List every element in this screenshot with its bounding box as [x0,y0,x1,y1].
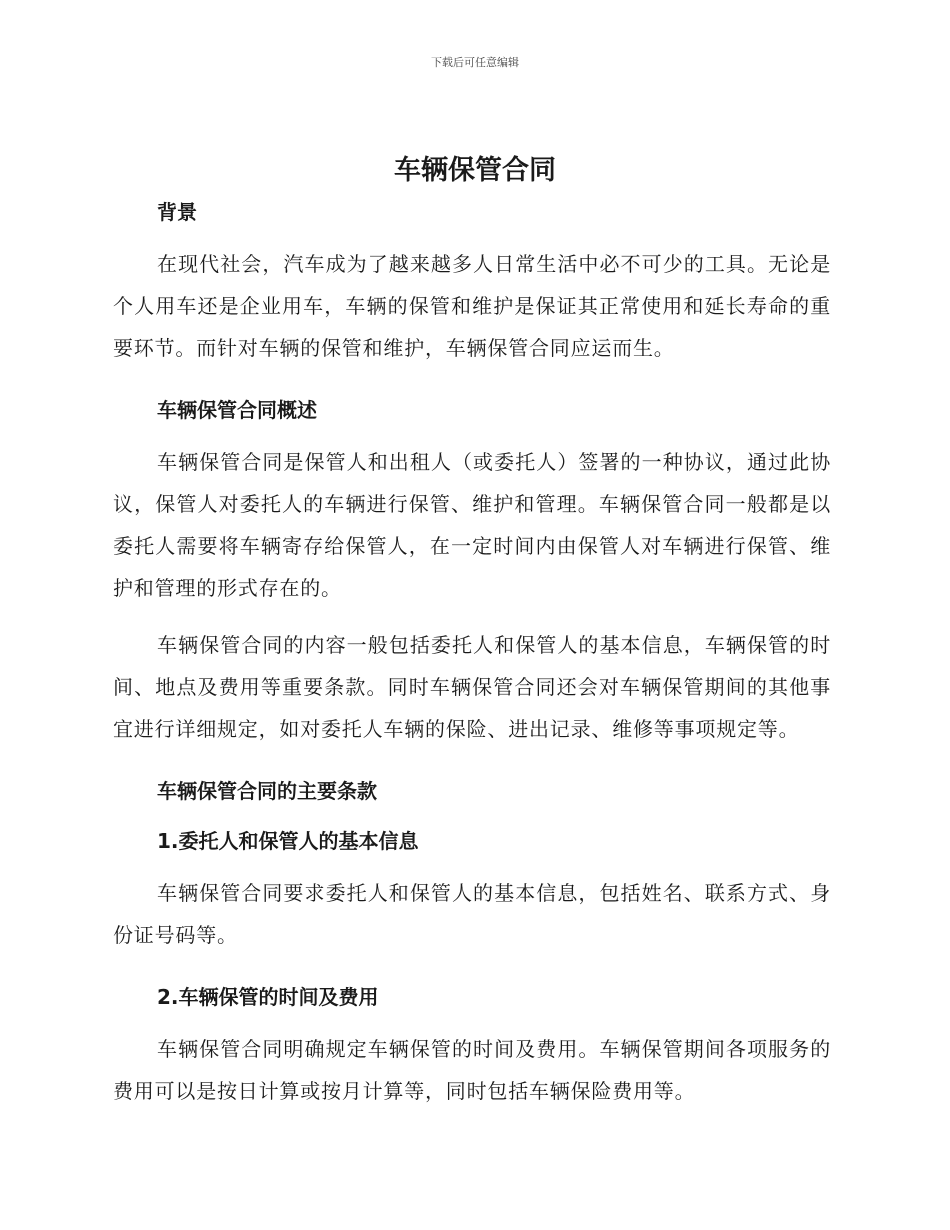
clause-heading-basic-info: 1.委托人和保管人的基本信息 [157,829,419,853]
header-note: 下载后可任意编辑 [431,56,519,69]
paragraph-time-fees: 车辆保管合同明确规定车辆保管的时间及费用。车辆保管期间各项服务的费用可以是按日计算或按月计算等，同时包括车辆保险费用等。 [113,1037,831,1103]
paragraph-overview-2: 车辆保管合同的内容一般包括委托人和保管人的基本信息，车辆保管的时间、地点及费用等重要条款。同时车辆保管合同还会对车辆保管期间的其他事宜进行详细规定，如对委托人车辆的保险、进出记录、维修等事项规定等。 [113,633,831,741]
document-title: 车辆保管合同 [394,155,556,186]
document-body [113,193,831,1112]
paragraph-overview-1: 车辆保管合同是保管人和出租人（或委托人）签署的一种协议，通过此协议，保管人对委托人的车辆进行保管、维护和管理。车辆保管合同一般都是以委托人需要将车辆寄存给保管人，在一定时间内由保管人对车辆进行保管、维护和管理的形式存在的。 [113,450,831,600]
section-heading-overview: 车辆保管合同概述 [157,398,317,422]
section-heading-background: 背景 [157,200,197,224]
section-heading-main-clauses: 车辆保管合同的主要条款 [157,779,377,803]
clause-heading-time-fees: 2.车辆保管的时间及费用 [157,985,379,1009]
paragraph-background: 在现代社会，汽车成为了越来越多人日常生活中必不可少的工具。无论是个人用车还是企业用车，车辆的保管和维护是保证其正常使用和延长寿命的重要环节。而针对车辆的保管和维护，车辆保管合同应运而生。 [113,252,831,360]
paragraph-basic-info: 车辆保管合同要求委托人和保管人的基本信息，包括姓名、联系方式、身份证号码等。 [113,881,831,947]
